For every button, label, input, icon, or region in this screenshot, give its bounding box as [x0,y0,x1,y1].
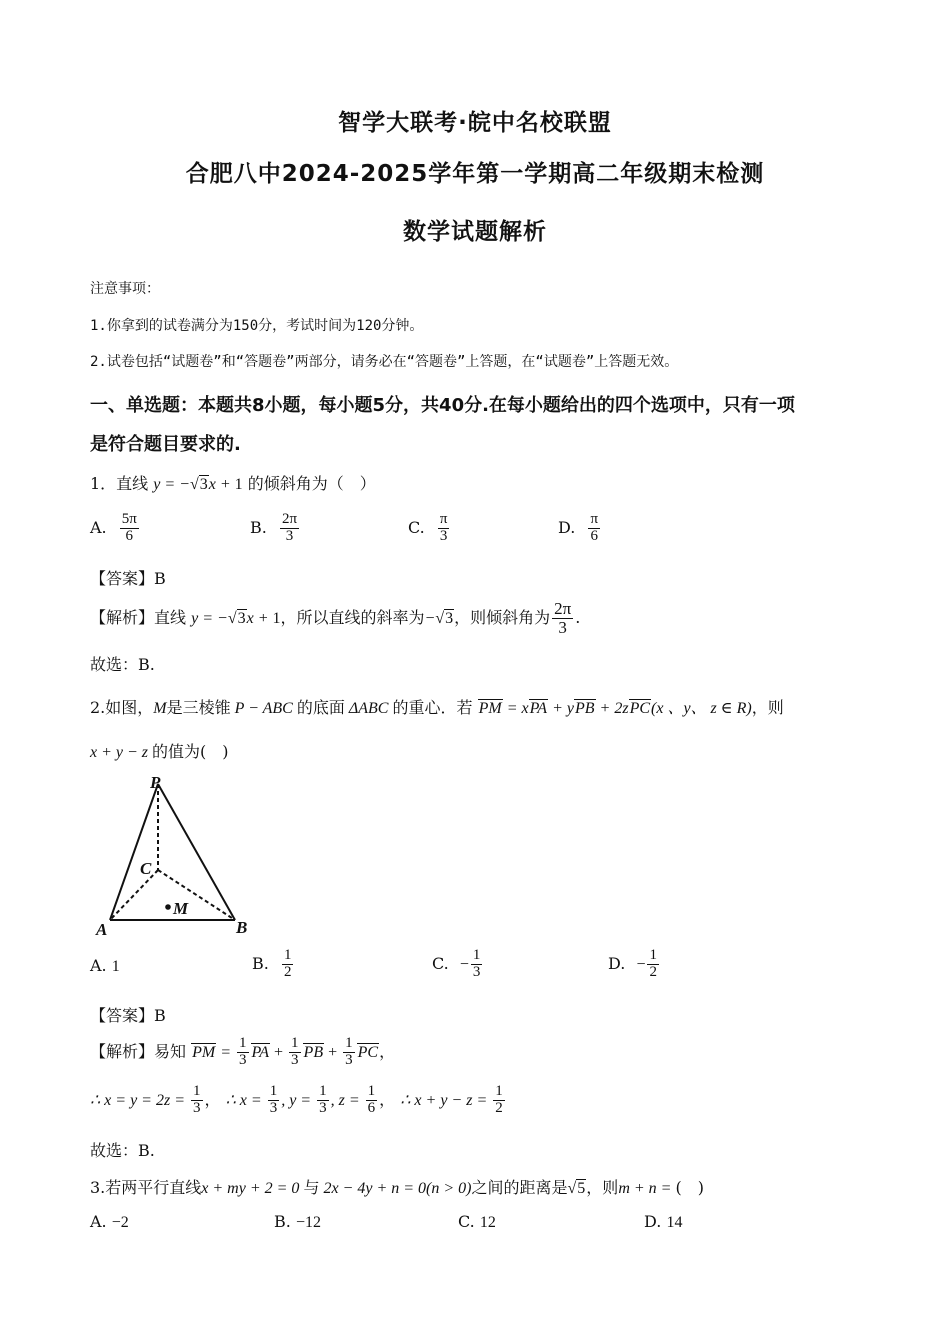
q2-analysis-line-1: 【解析】易知 PM = $\frac{1}{3}$ PA + $\frac{1}{3}$ PB + $\frac{1}{3}$ PC， [90,1035,396,1068]
label-a: A [96,920,108,939]
q1-option-c: C. $\frac{\pi}{3}$ [408,511,448,544]
q1-option-b: B. $\frac{2\pi}{3}$ [250,511,298,544]
q1-equation: y = −√3x + 1 [153,476,243,493]
q1-stem-tail: 的倾斜角为（ ） [247,474,376,493]
notice-item-1: 1.你拿到的试卷满分为150分，考试时间为120分钟。 [90,318,424,334]
label-p: P [150,773,161,792]
label-c: C [140,859,152,878]
label-b: B [236,918,248,937]
q2-option-b: B. $\frac{1}{2}$ [252,947,292,980]
q1-stem [90,471,376,494]
title-line-1: 智学大联考·皖中名校联盟 [338,110,612,136]
section-heading-line-1: 一、单选题：本题共8小题，每小题5分，共40分.在每小题给出的四个选项中，只有一项 [90,395,795,416]
edge-bc [158,870,235,920]
q1-answer: 【答案】B [90,569,166,588]
centroid-dot [165,904,171,910]
q3-option-d: D. 14 [644,1212,683,1231]
q3-option-b: B. −12 [274,1212,321,1231]
notice-item-2: 2.试卷包括“试题卷”和“答题卷”两部分，请务必在“答题卷”上答题，在“试题卷”上答题无效。 [90,354,679,370]
title-line-3: 数学试题解析 [403,219,547,245]
notice-heading: 注意事项： [90,281,160,297]
q1-number: 1．直线 [90,474,149,493]
q2-option-d: D. − $\frac{1}{2}$ [608,947,657,980]
q2-answer: 【答案】B [90,1006,166,1025]
edge-pa [110,784,158,920]
q2-option-a: A. 1 [90,956,120,975]
q3-stem: 3.若两平行直线x + my + 2 = 0 与 2x − 4y + n = 0(n > 0)之间的距离是√5，则m + n = ( ) [90,1178,704,1197]
q1-option-d: D. $\frac{\pi}{6}$ [558,511,599,544]
q1-option-a: A. $\frac{5\pi}{6}$ [90,511,137,544]
tetrahedron-figure [92,770,262,940]
section-heading-line-2: 是符合题目要求的. [90,434,241,455]
title-line-2: 合肥八中2024-2025学年第一学期高二年级期末检测 [185,161,765,187]
label-m: M [173,899,189,918]
q1-analysis: 【解析】直线 y = −√3x + 1，所以直线的斜率为−√3，则倾斜角为 $\frac{2\pi}{3}$ . [90,599,581,637]
q2-option-c: C. − $\frac{1}{3}$ [432,947,481,980]
q2-stem-line-1: 2.如图，M是三棱锥 P − ABC 的底面 ΔABC 的重心．若 PM = xPA + yPB + 2zPC(x 、y、 z ∈ R)，则 [90,698,784,717]
q1-conclusion: 故选：B. [90,655,155,674]
q2-analysis-line-2: ∴ x = y = 2z = $\frac{1}{3}$ ， ∴ x = $\frac{1}{3}$ , y = $\frac{1}{3}$ , z = $\frac{1}{6}$ ， ∴ x + y − z = $\frac{1}{2}$ [90,1083,503,1116]
q2-conclusion: 故选：B. [90,1141,155,1160]
edge-pb [158,784,235,920]
q2-stem-line-2: x + y − z 的值为( ) [90,742,229,761]
q3-option-c: C. 12 [458,1212,496,1231]
q3-option-a: A. −2 [90,1212,129,1231]
